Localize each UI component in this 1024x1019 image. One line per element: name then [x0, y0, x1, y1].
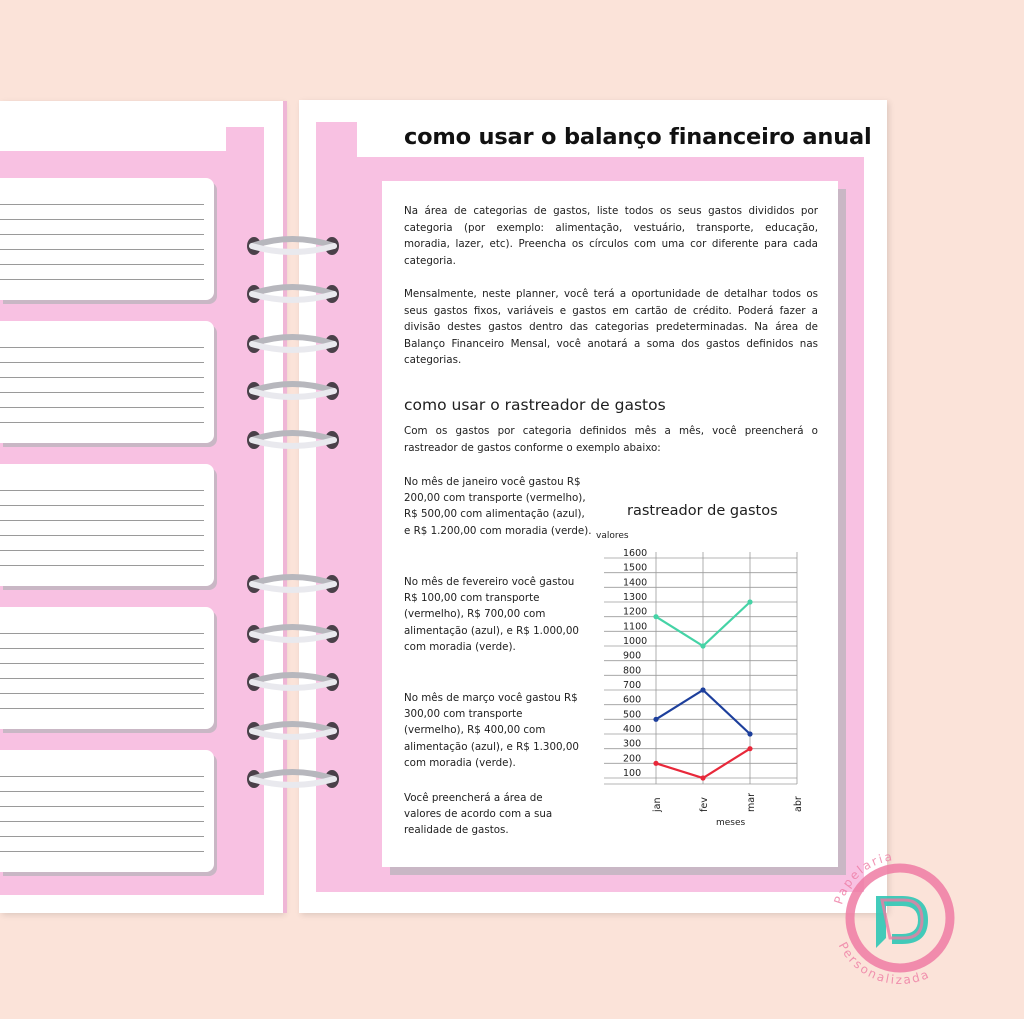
chart-y-tick: 1000 — [623, 636, 648, 647]
spiral-ring — [247, 382, 339, 400]
spiral-ring — [247, 673, 339, 691]
chart-title: rastreador de gastos — [627, 503, 778, 519]
example-january: No mês de janeiro você gastou R$ 200,00 com transporte (vermelho), R$ 500,00 com alimentação (azul), e R$ 1.200,00 com moradia (verde). — [404, 476, 592, 537]
chart-y-tick: 600 — [623, 694, 642, 706]
chart-y-tick: 200 — [623, 753, 642, 765]
section-subtitle: como usar o rastreador de gastos — [404, 396, 666, 414]
spiral-ring — [247, 770, 339, 788]
chart-x-tick: fev — [699, 797, 710, 812]
chart-y-tick: 300 — [623, 738, 642, 750]
spiral-ring — [247, 237, 339, 255]
example-february: No mês de fevereiro você gastou R$ 100,00 com transporte (vermelho), R$ 700,00 com alimentação (azul), e R$ 1.000,00 com moradia (verde). — [404, 576, 579, 653]
spiral-ring — [247, 625, 339, 643]
chart-x-tick: jan — [652, 797, 663, 812]
chart-y-tick: 1400 — [623, 577, 648, 589]
logo-ring — [850, 868, 950, 968]
spiral-ring — [247, 722, 339, 740]
example-closing: Você preencherá a área de valores de acordo com a sua realidade de gastos. — [404, 792, 553, 837]
page-title: como usar o balanço financeiro anual — [404, 124, 872, 150]
chart-y-tick: 1100 — [623, 621, 648, 633]
chart-y-tick: 100 — [623, 768, 642, 779]
brand-logo — [810, 820, 980, 990]
chart-y-tick: 800 — [623, 665, 642, 677]
spiral-ring — [247, 431, 339, 449]
spiral-ring — [247, 575, 339, 593]
chart-y-tick: 700 — [623, 680, 642, 691]
chart-y-tick: 400 — [623, 724, 642, 735]
chart-y-tick: 500 — [623, 709, 642, 721]
chart-y-tick: 1500 — [623, 562, 648, 574]
chart-x-tick: mar — [746, 793, 757, 812]
chart-y-tick: 1200 — [623, 606, 648, 618]
chart-y-tick: 1600 — [623, 548, 648, 559]
chart-y-tick: 900 — [623, 650, 642, 662]
intro-paragraph-2: Mensalmente, neste planner, você terá a oportunidade de detalhar todos os seus gastos fixos, variáveis e gastos em cartão de crédito. Poderá fazer a divisão destes gastos dentro das categorias predeterminadas. Na área de Balanço Financeiro Mensal, você anotará a soma dos gastos definidos nas categorias. — [404, 288, 818, 366]
chart-y-tick: 1300 — [623, 592, 648, 603]
tracker-intro: Com os gastos por categoria definidos mês a mês, você preencherá o rastreador de gastos conforme o exemplo abaixo: — [404, 425, 818, 454]
example-march: No mês de março você gastou R$ 300,00 com transporte (vermelho), R$ 400,00 com alimentação (azul), e R$ 1.300,00 com moradia (verde). — [404, 692, 579, 769]
chart-x-label: meses — [716, 818, 746, 828]
spiral-ring — [247, 285, 339, 303]
logo-bottom-text: Personalizada — [835, 939, 933, 988]
chart-y-label: valores — [596, 531, 629, 541]
spiral-ring — [247, 335, 339, 353]
logo-top-text: Papelaria — [831, 849, 895, 907]
chart-x-tick: abr — [793, 796, 804, 812]
intro-paragraph-1: Na área de categorias de gastos, liste todos os seus gastos divididos por categoria (por exemplo: alimentação, vestuário, transporte, educação, moradia, lazer, etc). Preencha os círculos com uma cor diferente para cada categoria. — [404, 205, 818, 267]
